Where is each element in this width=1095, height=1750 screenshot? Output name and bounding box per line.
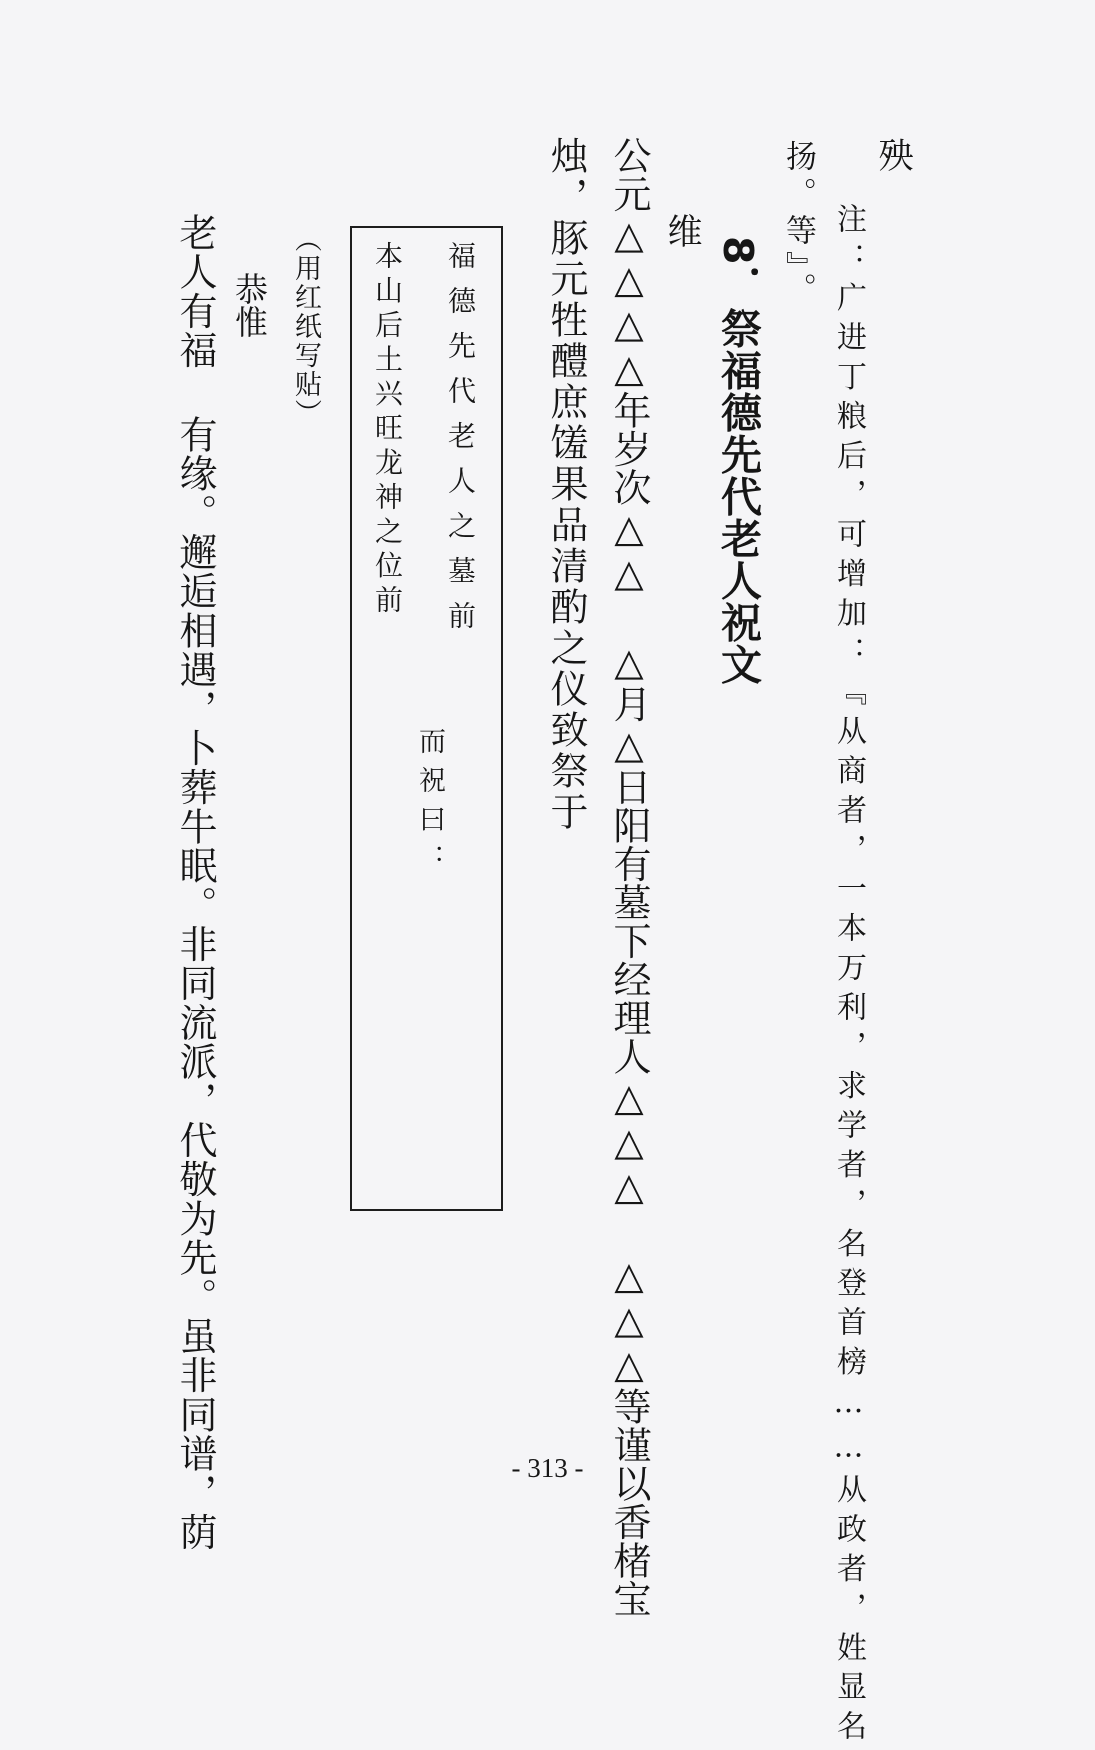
note-column-2: 扬。等』。	[780, 140, 816, 310]
text-column-gongyuan: 公元△△△△年岁次△△ △月△日阳有墓下经理人△△△ △△△等谨以香楮宝	[607, 136, 651, 1618]
note-column-1: 注：广进丁粮后，可增加：『从商者，一本万利，求学者，名登首榜……从政者，姓显名	[831, 203, 866, 1750]
text-column-gongwei: 恭惟	[230, 272, 269, 338]
text-column-yang: 殃	[873, 137, 913, 172]
page-number: - 313 -	[511, 1453, 584, 1483]
inscription-line-3: 而祝曰：	[414, 727, 445, 883]
text-column-zhu: 烛，豚元牲醴庶馐果品清酌之仪致祭于	[544, 136, 588, 833]
inscription-line-2: 本山后土兴旺龙神之位前	[371, 241, 404, 620]
text-column-wei: 维	[662, 213, 702, 248]
text-column-laoren: 老人有福 有缘。邂逅相遇，卜葬牛眠。非同流派，代敬为先。虽非同谱，荫	[173, 213, 217, 1552]
inscription-line-1: 福德先代老人之墓前	[444, 241, 477, 646]
paren-note: （用红纸写贴）	[290, 225, 321, 428]
section-heading: 8．祭福德先代老人祝文	[714, 236, 762, 686]
